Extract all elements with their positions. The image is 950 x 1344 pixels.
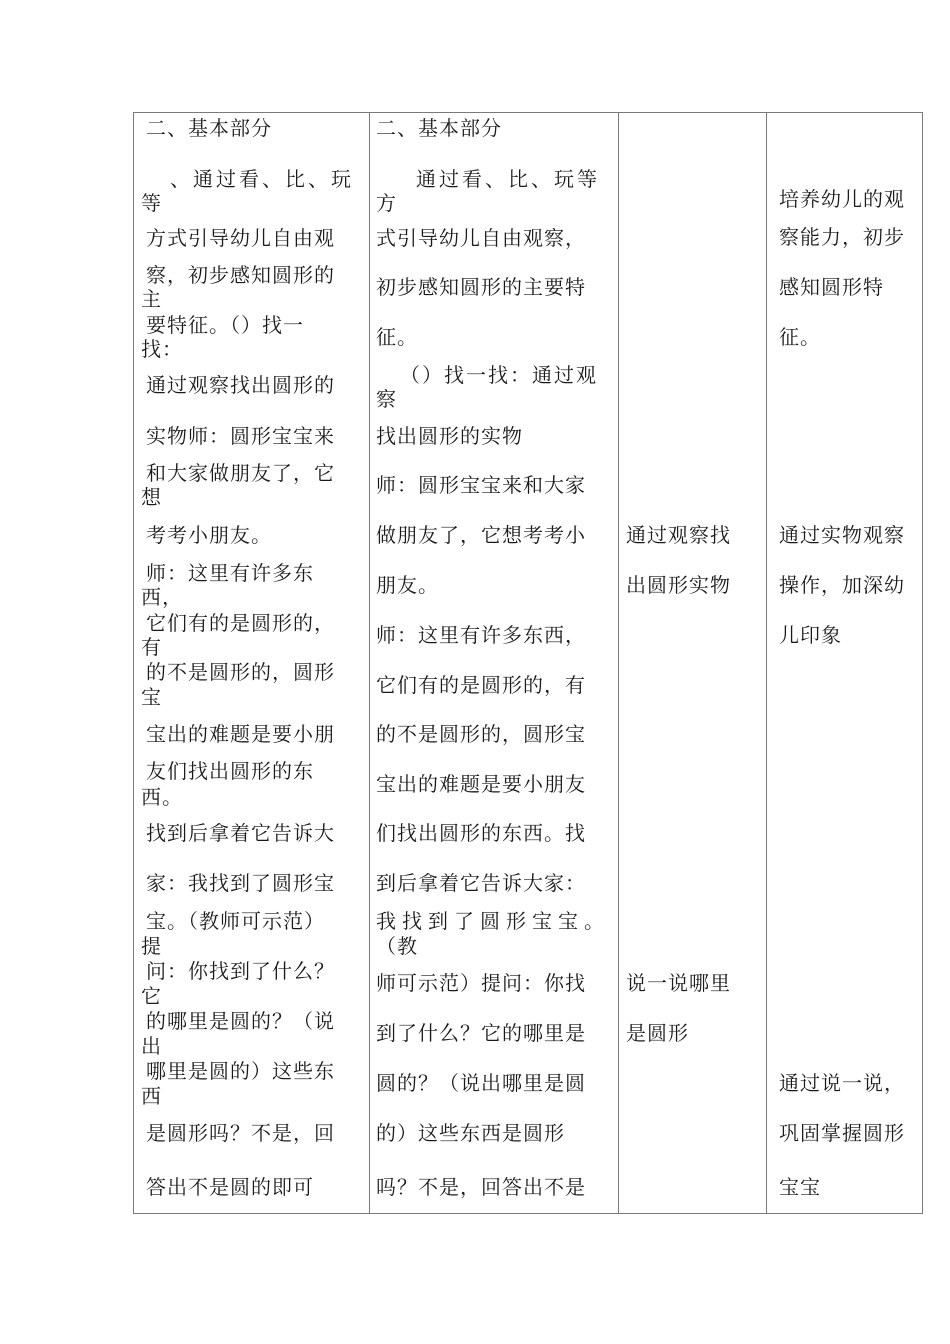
- cell-text: 二、基本部分: [146, 116, 272, 140]
- cell-text: 吗？不是，回答出不是: [376, 1175, 586, 1199]
- cell-text: 征。: [376, 325, 418, 349]
- cell-text: 初步感知圆形的主要特: [376, 275, 586, 299]
- cell-text: 说一说哪里: [626, 971, 731, 995]
- cell-text: 师可示范）提问：你找: [376, 971, 586, 995]
- cell-text: 们找出圆形的东西。找: [376, 821, 586, 845]
- cell-text: 的不是圆形的，圆形: [146, 660, 335, 684]
- column-divider: [766, 112, 767, 1214]
- cell-text: 、通过看、比、玩: [170, 167, 354, 191]
- cell-text: 师：这里有许多东: [146, 561, 314, 585]
- cell-text: 是圆形: [626, 1021, 689, 1045]
- cell-text: 宝: [141, 685, 162, 709]
- cell-text: 我找到了圆形宝宝。: [376, 909, 610, 933]
- cell-text: 要特征。（）找一: [146, 313, 304, 337]
- cell-text: 家：我找到了圆形宝: [146, 871, 335, 895]
- cell-text: 的不是圆形的，圆形宝: [376, 722, 586, 746]
- cell-text: 友们找出圆形的东: [146, 759, 314, 783]
- cell-text: 式引导幼儿自由观察，: [376, 226, 586, 250]
- cell-text: 想: [141, 485, 162, 509]
- cell-text: 通过观察找: [626, 523, 731, 547]
- column-divider: [618, 112, 619, 1214]
- cell-text: 宝出的难题是要小朋: [146, 722, 335, 746]
- cell-text: 等: [141, 191, 162, 215]
- cell-text: 提: [141, 934, 162, 958]
- cell-text: 宝。（教师可示范）: [146, 909, 325, 933]
- cell-text: 察: [376, 387, 397, 411]
- cell-text: 方式引导幼儿自由观: [146, 226, 335, 250]
- cell-text: 问：你找到了什么？: [146, 959, 335, 983]
- cell-text: 找出圆形的实物: [376, 424, 523, 448]
- cell-text: 通过观察找出圆形的: [146, 373, 335, 397]
- cell-text: 察能力，初步: [779, 225, 905, 249]
- cell-text: 巩固掌握圆形: [779, 1121, 905, 1145]
- cell-text: 它们有的是圆形的，: [146, 611, 335, 635]
- cell-text: 是圆形吗？不是，回: [146, 1121, 335, 1145]
- cell-text: 培养幼儿的观: [779, 187, 905, 211]
- cell-text: 通过说一说，: [779, 1071, 905, 1095]
- cell-text: 儿印象: [779, 623, 842, 647]
- cell-text: 方: [376, 191, 397, 215]
- cell-text: 师：圆形宝宝来和大家: [376, 473, 586, 497]
- cell-text: 的哪里是圆的？（说: [146, 1009, 335, 1033]
- column-divider: [369, 112, 370, 1214]
- cell-text: 考考小朋友。: [146, 523, 272, 547]
- cell-text: 找：: [141, 337, 183, 361]
- cell-text: 二、基本部分: [376, 116, 502, 140]
- cell-text: 感知圆形特: [779, 275, 884, 299]
- cell-text: 答出不是圆的即可: [146, 1175, 314, 1199]
- cell-text: 西。: [141, 785, 183, 809]
- cell-text: 察，初步感知圆形的: [146, 263, 335, 287]
- cell-text: 征。: [779, 325, 821, 349]
- cell-text: 圆的？（说出哪里是圆: [376, 1071, 586, 1095]
- cell-text: 做朋友了，它想考考小: [376, 523, 586, 547]
- cell-text: （）找一找：通过观: [400, 363, 598, 387]
- cell-text: 宝宝: [779, 1175, 821, 1199]
- cell-text: 实物师：圆形宝宝来: [146, 424, 335, 448]
- cell-text: 主: [141, 287, 162, 311]
- cell-text: （教: [376, 934, 418, 958]
- cell-text: 宝出的难题是要小朋友: [376, 772, 586, 796]
- cell-text: 的）这些东西是圆形: [376, 1121, 565, 1145]
- cell-text: 西，: [141, 585, 183, 609]
- cell-text: 到了什么？它的哪里是: [376, 1021, 586, 1045]
- cell-text: 和大家做朋友了，它: [146, 461, 335, 485]
- cell-text: 找到后拿着它告诉大: [146, 821, 335, 845]
- cell-text: 通过看、比、玩等: [416, 167, 600, 191]
- cell-text: 到后拿着它告诉大家：: [376, 871, 586, 895]
- cell-text: 有: [141, 635, 162, 659]
- cell-text: 它: [141, 984, 162, 1008]
- cell-text: 师：这里有许多东西，: [376, 623, 586, 647]
- cell-text: 出: [141, 1034, 162, 1058]
- cell-text: 朋友。: [376, 573, 439, 597]
- cell-text: 操作，加深幼: [779, 573, 905, 597]
- cell-text: 它们有的是圆形的，有: [376, 673, 586, 697]
- cell-text: 通过实物观察: [779, 523, 905, 547]
- cell-text: 出圆形实物: [626, 573, 731, 597]
- cell-text: 西: [141, 1084, 162, 1108]
- cell-text: 哪里是圆的）这些东: [146, 1059, 335, 1083]
